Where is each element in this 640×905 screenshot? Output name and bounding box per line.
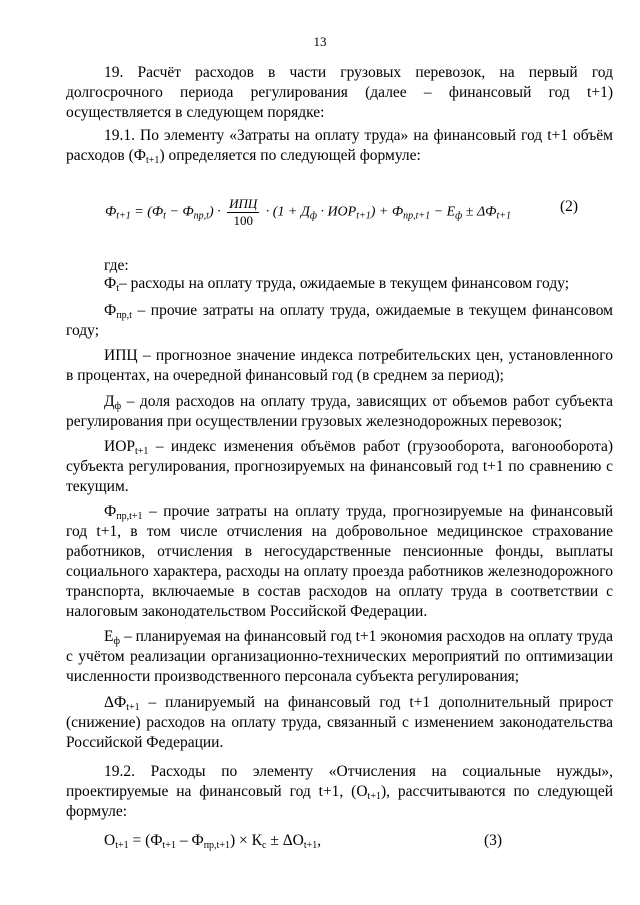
page-number: 13 (313, 34, 327, 49)
formula-2-expression: $Ф_{t+1} = (Ф_t - Ф_{пр,t})$ · $\frac{\text{ИПЦ}}{100}$ · $(1 + Д_ф \cdot ИОР_{t+1}) + Ф_{пр,t+1} - Е_ф \pm \Delta Ф_{t+1}$ (105, 196, 511, 228)
section-19-1-text: 19.1. По элементу «Затраты на оплату труда» на финансовый год t+1 объём расходов $(Ф_{t+1})$ определяется по следующей формуле: (66, 127, 613, 166)
section-19 (66, 63, 613, 123)
definition-e-f: $Е_ф$ – планируемая на финансовый год t+1 экономия расходов на оплату труда с учётом реализации организационно-технических мероприятий по оптимизации численности производственного персонала субъекта регулирования; (66, 628, 613, 685)
definition-d-f: $Д_ф$ – доля расходов на оплату труда, зависящих от объемов работ субъекта регулирования при осуществлении грузовых железнодорожных перевозок; (66, 393, 613, 430)
section-19-2 (66, 762, 613, 822)
section-19-2-text: 19.2. Расходы по элементу «Отчисления на социальные нужды», проектируемые на финансовый год t+1, $(О_{t+1})$, рассчитываются по следующей формуле: (66, 763, 613, 820)
definition-ipc: ИПЦ – прогнозное значение индекса потребительских цен, установленного в процентах, на очередной финансовый год (в среднем за период); (66, 347, 613, 384)
where-label: где: (104, 257, 129, 274)
formula-2-fraction: $\frac{\text{ИПЦ}}{100}$ (229, 196, 258, 228)
section-19-1 (66, 126, 613, 166)
formula-2-number: (2) (560, 198, 579, 215)
formula-3-number: (3) (484, 832, 503, 849)
section-19-text: 19. Расчёт расходов в части грузовых перевозок, на первый год долгосрочного периода регулирования (далее – финансовый год t+1) осуществляется в следующем порядке: (66, 64, 613, 121)
definition-phi-pr-t1: $Ф_{пр,t+1}$ – прочие затраты на оплату труда, прогнозируемые на финансовый год t+1, в том числе отчисления на добровольное медицинское страхование работников, отчисления в негосударственные пенсионные фонды, выплаты социального характера, расходы на оплату проезда работников железнодорожного транспорта, включаемые в состав расходов на оплату труда в соответствии с налоговым законодательством Российской Федерации. (66, 503, 613, 620)
formula-3-expression: $О_{t+1} = (Ф_{t+1} - Ф_{пр,t+1}) \times К_с \pm \Delta О_{t+1}$, (104, 832, 322, 851)
definition-phi-t: $Ф_t-$ расходы на оплату труда, ожидаемые в текущем финансовом году; (104, 275, 570, 294)
definition-ior: $ИОР_{t+1}$ – индекс изменения объёмов работ (грузооборота, вагонооборота) субъекта регулирования, прогнозируемых на финансовый год t+1 по сравнению с текущим. (66, 438, 613, 495)
formula-3 (104, 832, 614, 850)
definition-delta-phi: $\Delta Ф_{t+1}$ – планируемый на финансовый год t+1 дополнительный прирост (снижение) расходов на оплату труда, связанный с изменением законодательства Российской Федерации. (66, 694, 613, 751)
formula-2 (105, 188, 615, 228)
definition-phi-pr-t: $Ф_{пр,t}$ – прочие затраты на оплату труда, ожидаемые в текущем финансовом году; (66, 302, 613, 339)
